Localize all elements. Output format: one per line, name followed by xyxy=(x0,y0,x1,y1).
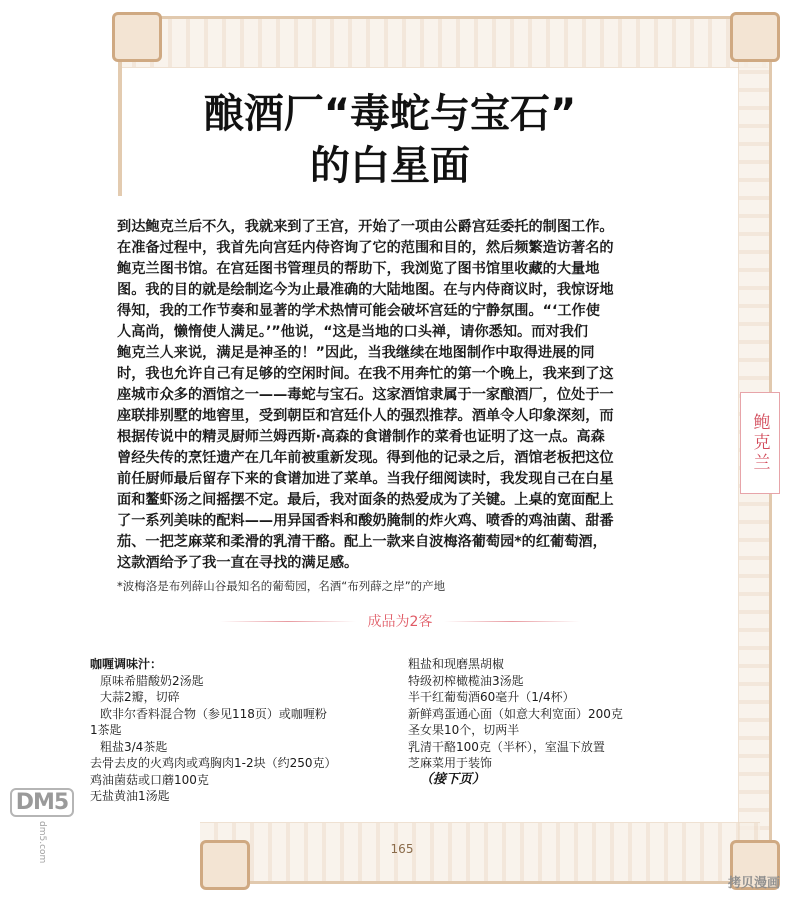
ingredient-item: 圣女果10个，切两半 xyxy=(408,723,520,737)
ingredient-item: 特级初榨橄榄油3汤匙 xyxy=(408,673,524,688)
paragraph-line: 图。我的目的就是绘制迄今为止最准确的大陆地图。在与内侍商议时，我惊讶地 xyxy=(117,282,614,298)
paragraph-line: 茄、一把芝麻菜和柔滑的乳清干酪。配上一款来自波梅洛葡萄园*的红葡萄酒， xyxy=(117,534,607,550)
paragraph-line: 得知，我的工作节奏和显著的学术热情可能会破坏宫廷的宁静氛围。“‘工作使 xyxy=(117,303,600,319)
ingredient-item: 1茶匙 xyxy=(90,723,122,737)
ingredient-item: 无盐黄油1汤匙 xyxy=(90,789,170,803)
continued-note: （接下页） xyxy=(420,772,486,787)
footnote: *波梅洛是布列薛山谷最知名的葡萄园，名酒“布列薛之岸”的产地 xyxy=(117,579,446,593)
ingredient-item: 大蒜2瓣，切碎 xyxy=(100,690,180,704)
site-logo-mark: DM5 xyxy=(10,788,74,817)
ornament-corner-icon xyxy=(730,12,780,62)
paragraph-line: 前任厨师最后留存下来的食谱加进了菜单。当我仔细阅读时，我发现自己在白星 xyxy=(117,471,614,487)
ornament-border-bottom xyxy=(200,822,760,884)
paragraph-line: 鲍克兰图书馆。在宫廷图书管理员的帮助下，我浏览了图书馆里收藏的大量地 xyxy=(117,261,600,277)
ingredient-item: 粗盐和现磨黑胡椒 xyxy=(408,657,505,671)
yield-label: 成品为2客 xyxy=(367,614,433,630)
ingredient-item: 乳清干酪100克（半杯），室温下放置 xyxy=(408,739,605,754)
page-title-line-2: 的白星面 xyxy=(310,143,470,189)
page-number: 165 xyxy=(390,842,414,856)
ingredient-item: 欧非尔香料混合物（参见118页）或咖喱粉 xyxy=(100,706,327,721)
paragraph-line: 座联排别墅的地窖里，受到朝臣和宫廷仆人的强烈推荐。酒单令人印象深刻，而 xyxy=(117,408,614,424)
paragraph-line: 在准备过程中，我首先向宫廷内侍咨询了它的范围和目的，然后频繁造访著名的 xyxy=(117,240,614,256)
paragraph-line: 人高尚，懒惰使人满足。’”他说，“这是当地的口头禅，请你悉知。而对我们 xyxy=(117,324,588,340)
page-title-line-1: 酿酒厂“毒蛇与宝石” xyxy=(203,91,577,137)
watermark-text: 拷贝漫画 xyxy=(728,876,781,891)
paragraph-line: 鲍克兰人来说，满足是神圣的！”因此，当我继续在地图制作中取得进展的同 xyxy=(117,345,595,361)
ingredient-item: 新鲜鸡蛋通心面（如意大利宽面）200克 xyxy=(408,706,623,721)
ingredients-list-right xyxy=(408,656,718,772)
ornament-border-top xyxy=(118,16,768,68)
chapter-side-tab-label: 鲍克兰 xyxy=(749,413,770,473)
chapter-side-tab xyxy=(740,392,780,494)
site-logo-domain: dm5.com xyxy=(37,821,47,864)
ingredient-item: 粗盐3/4茶匙 xyxy=(100,739,168,754)
yield-banner xyxy=(220,610,580,632)
page-title xyxy=(90,88,690,192)
paragraph-line: 时，我也允许自己有足够的空闲时间。在我不用奔忙的第一个晚上，我来到了这 xyxy=(117,366,614,382)
paragraph-line: 座城市众多的酒馆之一——毒蛇与宝石。这家酒馆隶属于一家酿酒厂，位处于一 xyxy=(117,387,614,403)
ingredients-list-left xyxy=(90,656,390,805)
yield-divider-right xyxy=(444,621,580,622)
ingredient-item: 去骨去皮的火鸡肉或鸡胸肉1-2块（约250克） xyxy=(90,756,337,770)
yield-divider-left xyxy=(220,621,356,622)
paragraph-line: 根据传说中的精灵厨师兰姆西斯·高森的食谱制作的菜肴也证明了这一点。高森 xyxy=(117,429,605,445)
paragraph-line: 面和鳌虾汤之间摇摆不定。最后，我对面条的热爱成为了关键。上桌的宽面配上 xyxy=(117,492,614,508)
ingredient-item: 半干红葡萄酒60毫升（1/4杯） xyxy=(408,690,575,704)
ingredient-item: 鸡油菌菇或口蘑100克 xyxy=(90,772,209,787)
ingredient-section-heading: 咖喱调味汁： xyxy=(90,657,163,671)
ingredient-item: 芝麻菜用于装饰 xyxy=(408,756,493,770)
paragraph-line: 曾经失传的烹饪遗产在几年前被重新发现。得到他的记录之后，酒馆老板把这位 xyxy=(117,450,614,466)
ornament-corner-icon xyxy=(200,840,250,890)
paragraph-line: 到达鲍克兰后不久，我就来到了王宫，开始了一项由公爵宫廷委托的制图工作。 xyxy=(117,219,614,235)
intro-paragraph xyxy=(117,217,669,574)
site-logo xyxy=(12,788,72,884)
ornament-corner-icon xyxy=(112,12,162,62)
paragraph-line: 这款酒给予了我一直在寻找的满足感。 xyxy=(117,555,359,571)
paragraph-line: 了一系列美味的配料——用异国香料和酸奶腌制的炸火鸡、喷香的鸡油菌、甜番 xyxy=(117,513,614,529)
ingredient-item: 原味希腊酸奶2汤匙 xyxy=(100,673,204,688)
